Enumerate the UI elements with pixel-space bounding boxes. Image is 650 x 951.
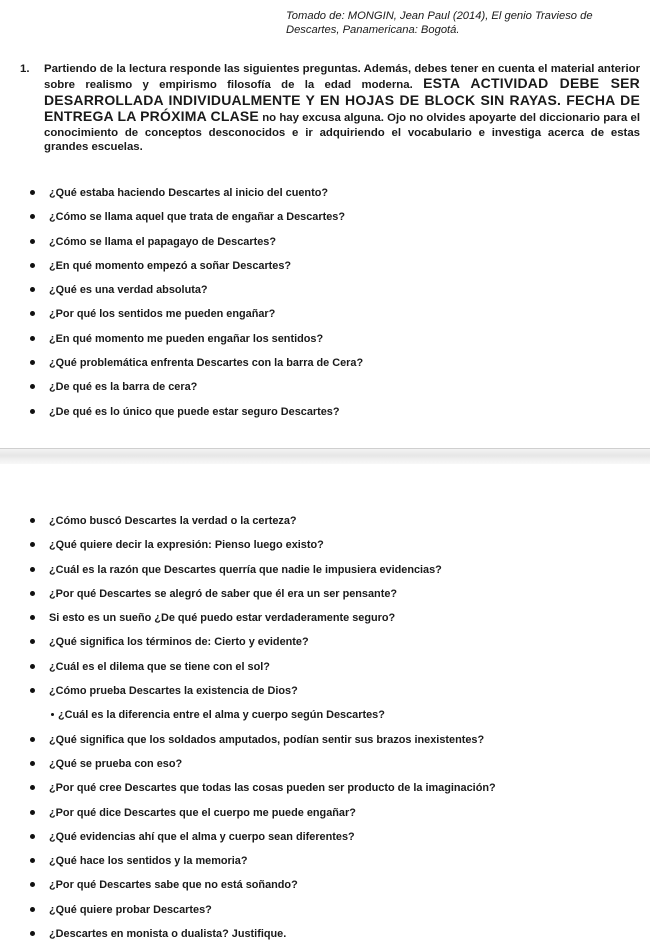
list-item (30, 587, 640, 611)
source-citation (286, 9, 636, 37)
question-text: ¿Qué hace los sentidos y la memoria? (49, 855, 248, 868)
question-text: ¿Cómo prueba Descartes la existencia de Dios? (49, 685, 298, 698)
instruction-number: 1. (20, 63, 30, 75)
question-text: ¿Qué quiere probar Descartes? (49, 903, 212, 916)
bullet (30, 907, 35, 912)
list-item (30, 538, 640, 562)
list-item (30, 514, 640, 538)
question-text: ¿Cuál es el dilema que se tiene con el sol? (49, 660, 270, 673)
question-text: ¿Qué problemática enfrenta Descartes con la barra de Cera? (49, 357, 364, 370)
list-item (30, 235, 640, 259)
bullet (30, 591, 35, 596)
question-text: ¿Por qué Descartes se alegró de saber que él era un ser pensante? (49, 587, 398, 600)
list-item (30, 854, 640, 878)
question-text: ¿Por qué cree Descartes que todas las cosas pueden ser producto de la imaginación? (49, 782, 496, 795)
list-item (30, 781, 640, 805)
list-item (30, 830, 640, 854)
question-list-page-1 (30, 186, 640, 429)
list-item (30, 635, 640, 659)
question-text: ¿Qué evidencias ahí que el alma y cuerpo sean diferentes? (49, 830, 355, 843)
source-line-2: Descartes, Panamericana: Bogotá. (286, 24, 460, 36)
list-item (30, 806, 640, 830)
bullet (30, 360, 35, 365)
list-item (30, 283, 640, 307)
question-text: ¿Qué se prueba con eso? (49, 757, 183, 770)
question-text: Si esto es un sueño ¿De qué puedo estar verdaderamente seguro? (49, 612, 396, 625)
question-text: ¿Por qué dice Descartes que el cuerpo me puede engañar? (49, 806, 356, 819)
bullet (30, 518, 35, 523)
list-item (30, 660, 640, 684)
list-item (30, 307, 640, 331)
bullet (30, 239, 35, 244)
bullet (30, 384, 35, 389)
question-text: ¿De qué es la barra de cera? (49, 381, 198, 394)
list-item (30, 356, 640, 380)
question-text: ¿Qué es una verdad absoluta? (49, 284, 208, 297)
bullet (30, 664, 35, 669)
question-text: ¿Cómo se llama el papagayo de Descartes? (49, 235, 276, 248)
question-text: ¿De qué es lo único que puede estar seguro Descartes? (49, 405, 340, 418)
question-text: ¿Qué significa los términos de: Cierto y evidente? (49, 636, 309, 649)
list-item (30, 903, 640, 927)
list-item (30, 332, 640, 356)
question-text: ¿Por qué los sentidos me pueden engañar? (49, 308, 276, 321)
instructions-paragraph (20, 62, 640, 154)
list-item (30, 611, 640, 635)
document-page-2 (0, 464, 650, 941)
source-line-1: Tomado de: MONGIN, Jean Paul (2014), El genio Travieso de (286, 10, 593, 22)
question-list-page-2 (30, 514, 640, 951)
bullet (30, 834, 35, 839)
list-item (30, 405, 640, 429)
list-item (30, 878, 640, 902)
bullet (30, 287, 35, 292)
list-item (30, 733, 640, 757)
bullet (51, 713, 54, 716)
instruction-text-continued: no hay excusa alguna. Ojo no olvides apoyarte del diccionario para el conocimiento de conceptos desconocidos e ir adquiriendo el vocabulario e investiga acerca de estas grandes escuelas. (44, 112, 640, 154)
bullet (30, 761, 35, 766)
bullet (30, 263, 35, 268)
bullet (30, 810, 35, 815)
bullet (30, 882, 35, 887)
bullet (30, 639, 35, 644)
question-text: ¿En qué momento empezó a soñar Descartes? (49, 259, 292, 272)
bullet (30, 409, 35, 414)
list-item (30, 927, 640, 951)
bullet (30, 214, 35, 219)
bullet (30, 615, 35, 620)
list-item (30, 708, 640, 732)
list-item (30, 684, 640, 708)
question-text: ¿En qué momento me pueden engañar los sentidos? (49, 332, 324, 345)
instruction-text: Partiendo de la lectura responde las siguientes preguntas. Además, debes tener en cuenta el material anterior sobre realismo y empirismo filosofía de la edad moderna. (44, 63, 640, 92)
list-item (30, 757, 640, 781)
question-text: ¿Cómo buscó Descartes la verdad o la certeza? (49, 515, 297, 527)
bullet (30, 737, 35, 742)
list-item (30, 259, 640, 283)
question-text: ¿Qué significa que los soldados amputados, podían sentir sus brazos inexistentes? (49, 733, 485, 746)
question-text: ¿Cuál es la razón que Descartes querría que nadie le impusiera evidencias? (49, 563, 442, 576)
question-text: ¿Qué quiere decir la expresión: Pienso luego existo? (49, 539, 324, 552)
bullet (30, 785, 35, 790)
question-text: ¿Por qué Descartes sabe que no está soñando? (49, 879, 298, 892)
bullet (30, 931, 35, 936)
bullet (30, 688, 35, 693)
bullet (30, 567, 35, 572)
document-page-1 (0, 0, 650, 448)
bullet (30, 311, 35, 316)
list-item (30, 186, 640, 210)
instruction-emphasis: ESTA ACTIVIDAD DEBE SER DESARROLLADA INDIVIDUALMENTE Y EN HOJAS DE BLOCK SIN RAYAS. FECHA DE ENTREGA LA PRÓXIMA CLASE (44, 75, 640, 125)
bullet (30, 190, 35, 195)
list-item (30, 563, 640, 587)
question-text: ¿Qué estaba haciendo Descartes al inicio del cuento? (49, 187, 329, 199)
list-item (30, 210, 640, 234)
list-item (30, 380, 640, 404)
question-text: ¿Cuál es la diferencia entre el alma y cuerpo según Descartes? (58, 709, 385, 722)
question-text: ¿Descartes en monista o dualista? Justifique. (49, 928, 287, 941)
bullet (30, 858, 35, 863)
bullet (30, 542, 35, 547)
bullet (30, 336, 35, 341)
question-text: ¿Cómo se llama aquel que trata de engañar a Descartes? (49, 211, 345, 224)
